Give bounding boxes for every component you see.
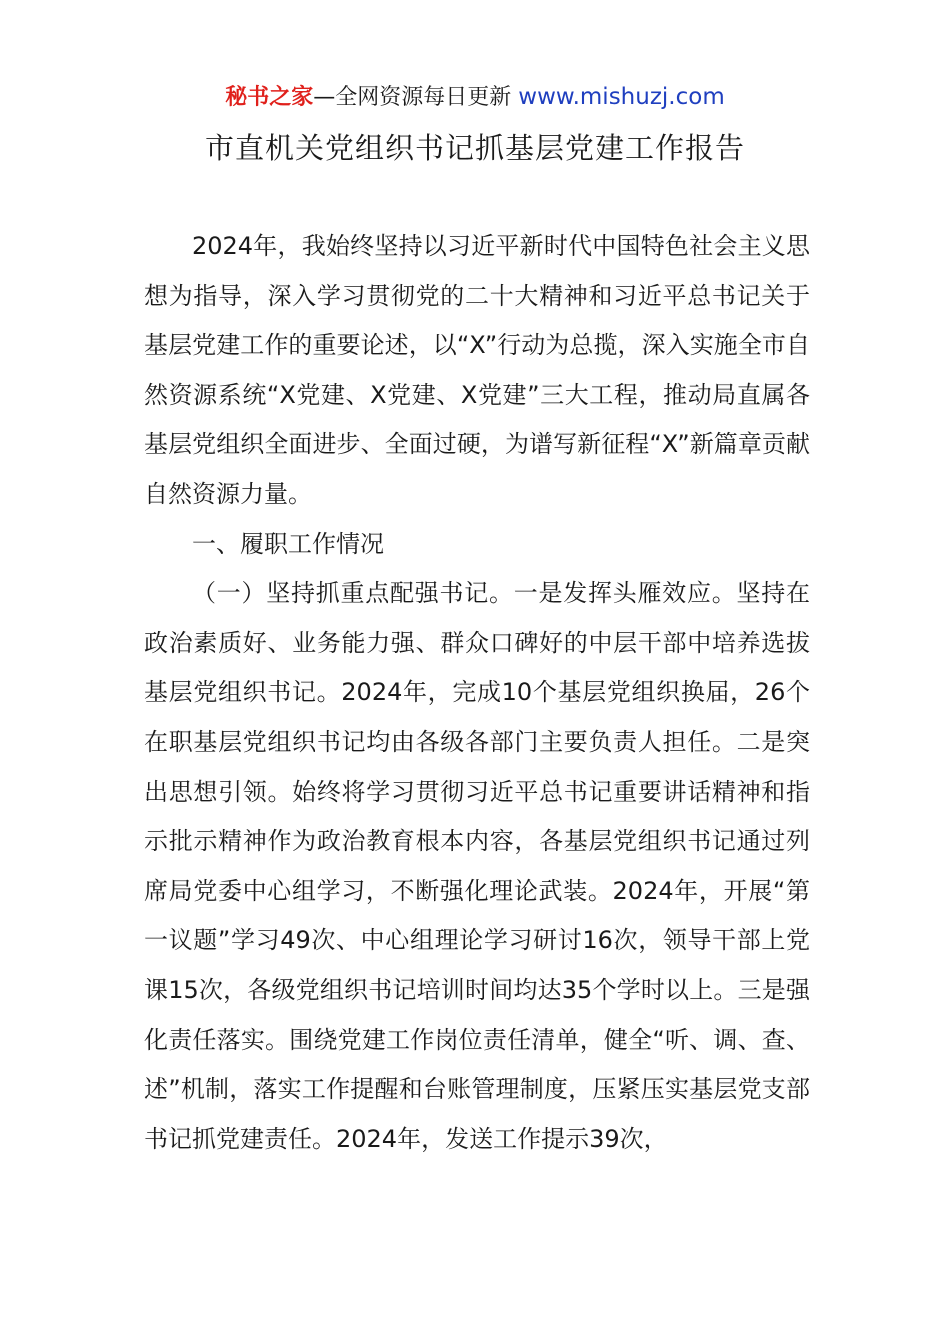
- site-header: [0, 80, 950, 115]
- document-title: 市直机关党组织书记抓基层党建工作报告: [204, 131, 745, 165]
- paragraph-intro: 2024年，我始终坚持以习近平新时代中国特色社会主义思想为指导，深入学习贯彻党的二十大精神和习近平总书记关于基层党建工作的重要论述，以“X”行动为总揽，深入实施全市自然资源系统“X党建、X党建、X党建”三大工程，推动局直属各基层党组织全面进步、全面过硬，为谱写新征程“X”新篇章贡献自然资源力量。: [144, 232, 810, 508]
- document-body: [144, 222, 810, 1164]
- paragraph-section-1: （一）坚持抓重点配强书记。一是发挥头雁效应。坚持在政治素质好、业务能力强、群众口碑好的中层干部中培养选拔基层党组织书记。2024年，完成10个基层党组织换届，26个在职基层党组织书记均由各级各部门主要负责人担任。二是突出思想引领。始终将学习贯彻习近平总书记重要讲话精神和指示批示精神作为政治教育根本内容，各基层党组织书记通过列席局党委中心组学习，不断强化理论武装。2024年，开展“第一议题”学习49次、中心组理论学习研讨16次，领导干部上党课15次，各级党组织书记培训时间均达35个学时以上。三是强化责任落实。围绕党建工作岗位责任清单，健全“听、调、查、述”机制，落实工作提醒和台账管理制度，压紧压实基层党支部书记抓党建责任。2024年，发送工作提示39次，: [144, 579, 810, 1153]
- site-brand: 秘书之家: [225, 85, 314, 110]
- site-tagline: —全网资源每日更新: [313, 85, 519, 110]
- section-heading: 一、履职工作情况: [192, 529, 384, 558]
- site-url-link[interactable]: www.mishuzj.com: [518, 84, 725, 110]
